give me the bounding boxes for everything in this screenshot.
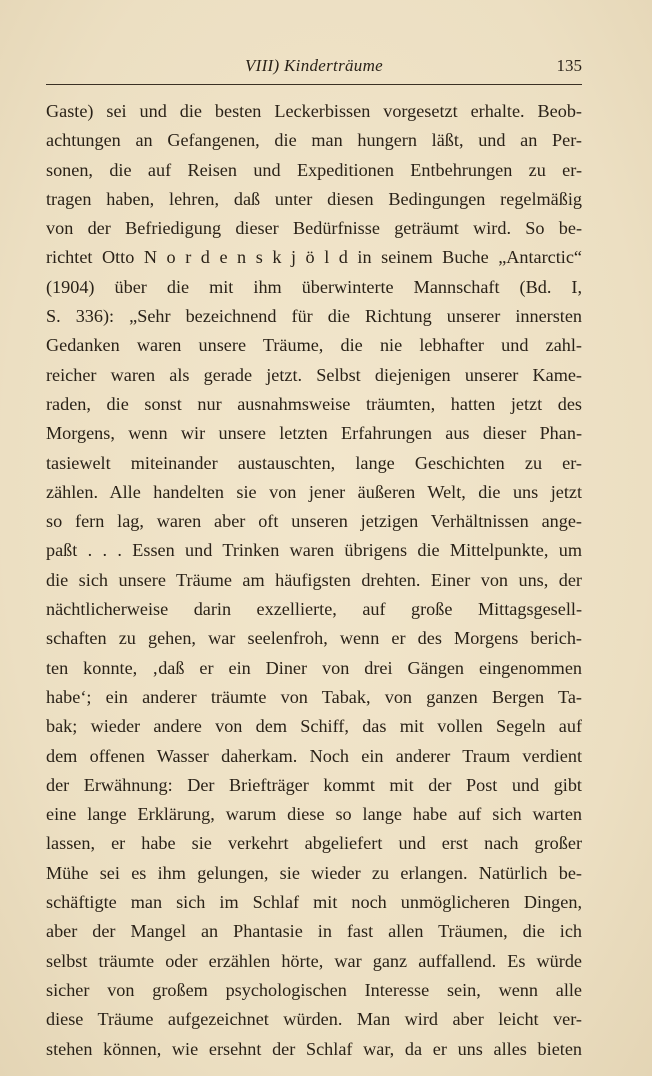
text-line: S. 336): „Sehr bezeichnend für die Richtung unserer innersten [46,306,582,327]
text-line: richtet Otto N o r d e n s k j ö l d in seinem Buche „Antarctic“ [46,247,582,268]
text-line: ten konnte, ‚daß er ein Diner von drei Gängen eingenommen [46,657,582,678]
text-line: (1904) über die mit ihm überwinterte Mannschaft (Bd. I, [46,276,582,297]
text-line: tasiewelt miteinander austauschten, lange Geschichten zu er- [46,452,582,473]
body-text [46,97,582,1064]
text-line: achtungen an Gefangenen, die man hungern läßt, und an Per- [46,130,582,151]
text-line: Mühe sei es ihm gelungen, sie wieder zu erlangen. Natürlich be- [46,862,582,883]
text-line: sonen, die auf Reisen und Expeditionen Entbehrungen zu er- [46,159,582,180]
text-line: habe‘; ein anderer träumte von Tabak, von ganzen Bergen Ta- [46,686,582,707]
text-line: raden, die sonst nur ausnahmsweise träumten, hatten jetzt des [46,393,582,414]
text-line: von der Befriedigung dieser Bedürfnisse geträumt wird. So be- [46,218,582,239]
page-header [46,56,582,80]
text-line: die sich unsere Träume am häufigsten drehten. Einer von uns, der [46,569,582,590]
text-line: sicher von großem psychologischen Interesse sein, wenn alle [46,979,582,1000]
page-number: 135 [556,56,582,75]
text-line: lassen, er habe sie verkehrt abgeliefert und erst nach großer [46,833,582,854]
text-line: stehen können, wie ersehnt der Schlaf war, da er uns alles bieten [46,1038,582,1059]
text-line: der Erwähnung: Der Briefträger kommt mit der Post und gibt [46,774,582,795]
text-line: so fern lag, waren aber oft unseren jetzigen Verhältnissen ange- [46,511,582,532]
text-line: Morgens, wenn wir unsere letzten Erfahrungen aus dieser Phan- [46,423,582,444]
text-line: nächtlicherweise darin exzellierte, auf große Mittagsgesell- [46,599,582,620]
text-line: aber der Mangel an Phantasie in fast allen Träumen, die ich [46,921,582,942]
text-line: diese Träume aufgezeichnet würden. Man wird aber leicht ver- [46,1009,582,1030]
running-title: VIII) Kinderträume [244,56,384,75]
text-line: bak; wieder andere von dem Schiff, das mit vollen Segeln auf [46,716,582,737]
text-line: Gedanken waren unsere Träume, die nie lebhafter und zahl- [46,335,582,356]
text-line: selbst träumte oder erzählen hörte, war ganz auffallend. Es würde [46,950,582,971]
text-line: zählen. Alle handelten sie von jener äußeren Welt, die uns jetzt [46,481,582,502]
text-line: reicher waren als gerade jetzt. Selbst diejenigen unserer Kame- [46,364,582,385]
text-line: schäftigte man sich im Schlaf mit noch unmöglicheren Dingen, [46,892,582,913]
text-line: paßt . . . Essen und Trinken waren übrigens die Mittelpunkte, um [46,540,582,561]
text-line: tragen haben, lehren, daß unter diesen Bedingungen regelmäßig [46,188,582,209]
text-line: dem offenen Wasser daherkam. Noch ein anderer Traum verdient [46,745,582,766]
text-line: Gaste) sei und die besten Leckerbissen vorgesetzt erhalte. Beob- [46,101,582,121]
text-line: eine lange Erklärung, warum diese so lange habe auf sich warten [46,804,582,825]
header-rule [46,84,582,85]
text-line: schaften zu gehen, war seelenfroh, wenn er des Morgens berich- [46,628,582,649]
